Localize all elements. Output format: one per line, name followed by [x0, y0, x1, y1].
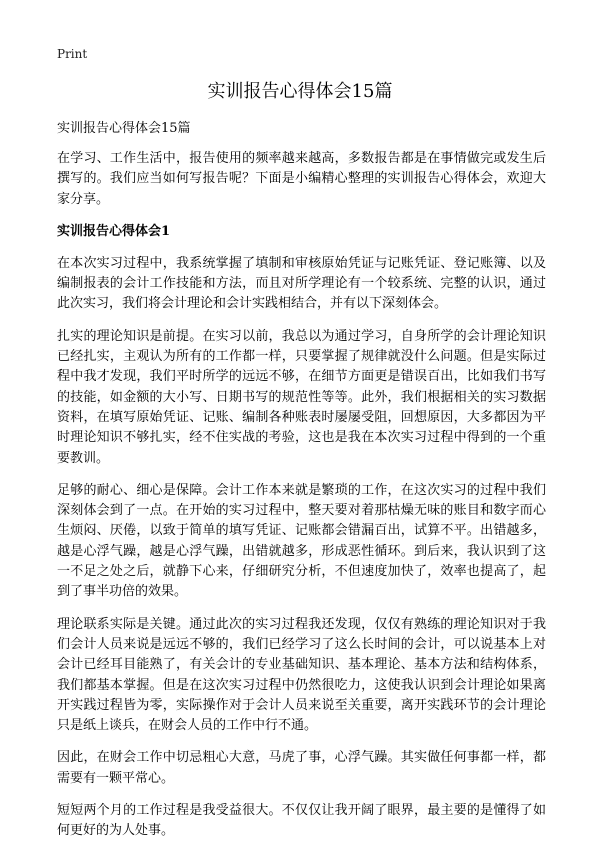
print-link[interactable]: Print: [57, 47, 88, 61]
body-paragraph-3: 足够的耐心、细心是保障。会计工作本来就是繁琐的工作，在这次实习的过程中我们深刻体会到了一点。在开始的实习过程中，整天要对着那枯燥无味的账目和数字而心生烦闷、厌倦，以致于简单的填写凭证、记账都会错漏百出，试算不平。出错越多，越是心浮气躁，越是心浮气躁，出错就越多，形成恶性循环。到后来，我认识到了这一不足之处之后，就静下心来，仔细研究分析，不但速度加快了，效率也提高了，起到了事半功倍的效果。: [57, 482, 546, 600]
intro-paragraph: 在学习、工作生活中，报告使用的频率越来越高，多数报告都是在事情做完或发生后撰写的。我们应当如何写报告呢？下面是小编精心整理的实训报告心得体会，欢迎大家分享。: [57, 151, 546, 207]
section-heading: 实训报告心得体会1: [57, 223, 171, 239]
body-paragraph-5: 因此，在财会工作中切忌粗心大意，马虎了事，心浮气躁。其实做任何事都一样，都需要有一颗平常心。: [57, 750, 546, 786]
body-paragraph-2: 扎实的理论知识是前提。在实习以前，我总以为通过学习，自身所学的会计理论知识已经扎实，主观认为所有的工作都一样，只要掌握了规律就没什么问题。但是实际过程中我才发现，我们平时所学的远远不够，在细节方面更是错误百出，比如我们书写的技能，如金额的大小写、日期书写的规范性等等。此外，我们根据相关的实习数据资料，在填写原始凭证、记账、编制各种账表时屡屡受阻，回想原因，大多都因为平时理论知识不够扎实，经不住实战的考验，这也是我在本次实习过程中得到的一个重要教训。: [57, 328, 546, 466]
body-paragraph-1: 在本次实习过程中，我系统掌握了填制和审核原始凭证与记账凭证、登记账簿、以及编制报表的会计工作技能和方法，而且对所学理论有一个较系统、完整的认识，通过此次实习，我们将会计理论和会计实践相结合，并有以下深刻体会。: [57, 255, 546, 312]
document-body: [57, 149, 546, 854]
page-title: 实训报告心得体会15篇: [207, 81, 393, 102]
body-paragraph-6: 短短两个月的工作过程是我受益很大。不仅仅让我开阔了眼界，最主要的是懂得了如何更好的为人处事。: [57, 803, 546, 839]
body-paragraph-4: 理论联系实际是关键。通过此次的实习过程我还发现，仅仅有熟练的理论知识对于我们会计人员来说是远远不够的，我们已经学习了这么长时间的会计，可以说基本上对会计已经耳目能熟了，有关会计的专业基础知识、基本理论、基本方法和结构体系，我们都基本掌握。但是在这次实习过程中仍然很吃力，这使我认识到会计理论如果离开实践过程皆为零，实际操作对于会计人员来说至关重要，离开实践环节的会计理论只是纸上谈兵，在财会人员的工作中行不通。: [57, 616, 546, 734]
document-subtitle: 实训报告心得体会15篇: [57, 121, 191, 136]
